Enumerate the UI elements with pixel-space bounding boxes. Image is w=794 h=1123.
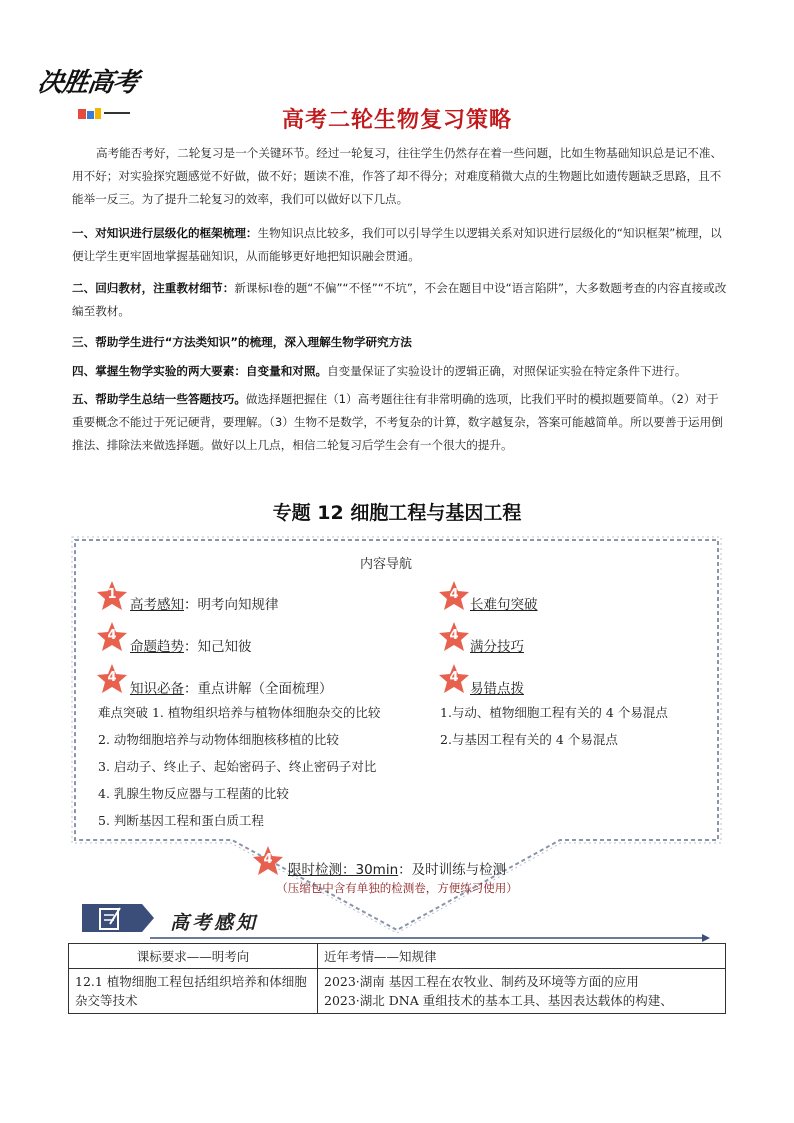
badge-star-icon: 1: [96, 580, 128, 612]
nav-item-key: 满分技巧: [470, 639, 524, 655]
nav-item-timed-test[interactable]: [288, 858, 506, 878]
nav-item-key: 限时检测：30min: [288, 862, 399, 878]
nav-heading: 内容导航: [360, 557, 413, 572]
nav-item-desc: ：知己知彼: [184, 639, 252, 655]
banner-arrow-line: [150, 934, 710, 942]
point-1-text: 生物知识点比较多，我们可以引导学生以逻辑关系对知识进行层级化的“知识框架”梳理，以便让学生更牢固地掌握基础知识，从而能够更好地把知识融会贯通。: [72, 226, 722, 263]
point-3-heading: 三、帮助学生进行“方法类知识”的梳理，深入理解生物学研究方法: [72, 335, 412, 349]
point-1-heading: 一、对知识进行层级化的框架梳理：: [72, 226, 258, 240]
point-5-heading: 五、帮助学生总结一些答题技巧。: [72, 392, 246, 406]
table-row: [69, 969, 726, 1014]
banner-title: 高考感知: [170, 912, 259, 934]
list-item[interactable]: 难点突破 1. 植物组织培养与植物体细胞杂交的比较: [98, 705, 381, 720]
nav-item-desc: ：及时训练与检测: [398, 862, 507, 878]
list-item[interactable]: 5. 判断基因工程和蛋白质工程: [98, 813, 264, 828]
point-5-text: 做选择题把握住（1）高考题往往有非常明确的选项，比我们平时的模拟题要简单。（2）对于重要概念不能过于死记硬背，要理解。（3）生物不是数学，不考复杂的计算，数字越复杂，答案可能越简单。所以要善于运用倒推法、排除法来做选择题。做好以上几点，相信二轮复习后学生会有一个很大的提升。: [72, 392, 723, 452]
section-title: 专题 12 细胞工程与基因工程: [272, 502, 522, 524]
exam-record: 2023·湖北 DNA 重组技术的基本工具、基因表达载体的构建、: [324, 993, 673, 1008]
list-item[interactable]: 1.与动、植物细胞工程有关的 4 个易混点: [440, 705, 668, 720]
nav-item-long-sentence[interactable]: [470, 593, 538, 613]
notepad-icon: [82, 900, 154, 936]
table-header-row: [69, 944, 726, 969]
point-2-heading: 二、回归教材，注重教材细节：: [72, 281, 235, 295]
nav-item-desc: ：明考向知规律: [184, 597, 279, 613]
point-4-heading: 四、掌握生物学实验的两大要素：自变量和对照。: [72, 364, 328, 378]
exam-record: 2023·湖南 基因工程在农牧业、制药及环境等方面的应用: [324, 974, 639, 989]
badge-star-icon: 4: [438, 621, 470, 653]
nav-item-key: 高考感知: [130, 597, 184, 613]
test-note: （压缩包中含有单独的检测卷，方便练习使用）: [276, 881, 518, 895]
table-header: 课标要求——明考向: [69, 944, 318, 969]
badge-star-icon: 4: [252, 845, 284, 877]
nav-item-key: 长难句突破: [470, 597, 538, 613]
nav-item-mistakes[interactable]: [470, 677, 524, 697]
point-2-text: 新课标Ⅰ卷的题“不偏”“不怪”“不坑”，不会在题目中设“语言陷阱”，大多数题考查的内容直接或改编至教材。: [72, 281, 727, 318]
nav-item-exam-perception[interactable]: [130, 593, 279, 613]
nav-item-key: 知识必备: [130, 681, 184, 697]
point-4-text: 自变量保证了实验设计的逻辑正确，对照保证实验在特定条件下进行。: [327, 364, 687, 378]
nav-item-key: 易错点拨: [470, 681, 524, 697]
badge-star-icon: 4: [438, 663, 470, 695]
badge-star-icon: 4: [96, 621, 128, 653]
nav-item-desc: ：重点讲解（全面梳理）: [184, 681, 333, 697]
nav-item-key: 命题趋势: [130, 639, 184, 655]
badge-star-icon: 4: [438, 580, 470, 612]
table-cell: [318, 969, 726, 1014]
logo-text: 决胜高考: [35, 68, 140, 98]
intro-paragraph: 高考能否考好，二轮复习是一个关键环节。经过一轮复习，往往学生仍然存在着一些问题，比如生物基础知识总是记不准、用不好；对实验探究题感觉不好做，做不好；题读不准，作答了却不得分；对难度稍微大点的生物题比如遗传题缺乏思路，且不能举一反三。为了提升二轮复习的效率，我们可以做好以下几点。: [72, 146, 723, 206]
table-cell: 12.1 植物细胞工程包括组织培养和体细胞杂交等技术: [69, 969, 318, 1014]
list-item[interactable]: 3. 启动子、终止子、起始密码子、终止密码子对比: [98, 759, 377, 774]
list-item[interactable]: 4. 乳腺生物反应器与工程菌的比较: [98, 786, 289, 801]
list-item[interactable]: 2.与基因工程有关的 4 个易混点: [440, 732, 618, 747]
page-title: 高考二轮生物复习策略: [281, 108, 512, 133]
nav-item-skills[interactable]: [470, 635, 524, 655]
nav-item-trend[interactable]: [130, 635, 252, 655]
table-header: 近年考情——知规律: [318, 944, 726, 969]
requirements-table: [68, 943, 726, 1014]
badge-star-icon: 4: [96, 663, 128, 695]
list-item[interactable]: 2. 动物细胞培养与动物体细胞核移植的比较: [98, 732, 339, 747]
nav-item-knowledge[interactable]: [130, 677, 333, 697]
